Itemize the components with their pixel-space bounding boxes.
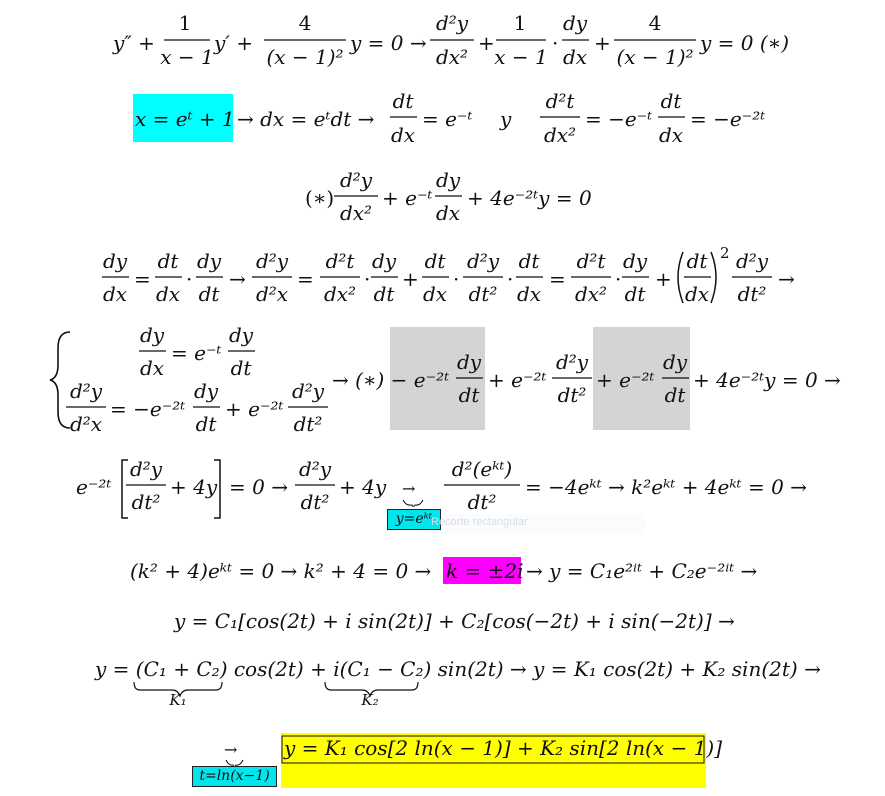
svg-text:= e⁻ᵗ: = e⁻ᵗ <box>422 107 473 131</box>
svg-text:+ e⁻²ᵗ: + e⁻²ᵗ <box>596 368 655 392</box>
label-t-equals-ln-text: t=ln(x−1) <box>199 768 270 784</box>
svg-text:y″ +: y″ + <box>113 31 155 55</box>
svg-text:y = C₁[cos(2t) + i sin(2t)] +: y = C₁[cos(2t) + i sin(2t)] + C₂[cos(−2t) + i sin(−2t)] → <box>174 609 735 633</box>
svg-text:dx: dx <box>139 356 165 380</box>
svg-text:+: + <box>402 267 419 291</box>
svg-text:dt: dt <box>392 89 414 113</box>
equation-8 <box>173 609 735 633</box>
svg-text:d²y: d²y <box>435 11 469 35</box>
svg-text:→ (∗) − e⁻²ᵗ: → (∗) − e⁻²ᵗ <box>332 368 450 392</box>
svg-text:d²t: d²t <box>545 89 575 113</box>
svg-text:(k² + 4)eᵏᵗ = 0 → k² + 4 = 0 →: (k² + 4)eᵏᵗ = 0 → k² + 4 = 0 → <box>130 559 432 583</box>
svg-text:d²y: d²y <box>255 249 289 273</box>
svg-text:dy: dy <box>228 323 254 347</box>
svg-text:d²y: d²y <box>129 457 163 481</box>
equation-6 <box>76 457 807 518</box>
svg-text:dx: dx <box>435 201 461 225</box>
svg-text:d²y: d²y <box>555 350 589 374</box>
svg-text:dy: dy <box>193 379 219 403</box>
svg-text:d²y: d²y <box>69 379 103 403</box>
svg-text:y′ +: y′ + <box>214 31 253 55</box>
faint-caption-text: Recorte rectangular <box>431 516 528 528</box>
svg-text:dt: dt <box>518 249 540 273</box>
svg-text:e⁻²ᵗ: e⁻²ᵗ <box>76 475 112 499</box>
svg-text:y = K₁ cos[2 ln(x − 1)] + K₂ s: y = K₁ cos[2 ln(x − 1)] + K₂ sin[2 ln(x − 1)] <box>284 736 723 760</box>
svg-text:dt: dt <box>157 249 179 273</box>
svg-text:→ y = C₁e²ⁱᵗ + C₂e⁻²ⁱᵗ →: → y = C₁e²ⁱᵗ + C₂e⁻²ⁱᵗ → <box>526 559 758 583</box>
svg-text:→: → <box>778 267 795 291</box>
equation-4 <box>102 244 795 306</box>
svg-text:x − 1: x − 1 <box>494 45 548 69</box>
equation-3 <box>305 168 592 225</box>
svg-text:(x − 1)²: (x − 1)² <box>616 45 694 69</box>
svg-text:dt²: dt² <box>300 490 330 514</box>
svg-text:(∗): (∗) <box>305 186 335 210</box>
svg-text:·: · <box>507 267 514 291</box>
svg-text:= −4eᵏᵗ → k²eᵏᵗ + 4eᵏᵗ = 0 →: = −4eᵏᵗ → k²eᵏᵗ + 4eᵏᵗ = 0 → <box>525 475 807 499</box>
svg-text:d²t: d²t <box>325 249 355 273</box>
svg-text:= −e⁻²ᵗ: = −e⁻²ᵗ <box>690 107 766 131</box>
equation-5 <box>50 323 841 436</box>
svg-text:·: · <box>615 267 622 291</box>
svg-text:dy: dy <box>139 323 165 347</box>
svg-text:d²y: d²y <box>466 249 500 273</box>
equation-9 <box>94 657 821 709</box>
svg-text:=: = <box>297 267 314 291</box>
svg-text:dt: dt <box>686 249 708 273</box>
svg-text:dt: dt <box>424 249 446 273</box>
svg-text:·: · <box>364 267 371 291</box>
equation-10 <box>224 736 722 767</box>
svg-text:dy: dy <box>456 350 482 374</box>
faint-caption <box>431 516 528 528</box>
svg-text:d²y: d²y <box>735 249 769 273</box>
svg-text:=: = <box>134 267 151 291</box>
svg-text:1: 1 <box>178 11 192 35</box>
svg-text:dt²: dt² <box>468 282 498 306</box>
svg-text:·: · <box>186 267 193 291</box>
svg-text:K₁: K₁ <box>169 691 187 709</box>
svg-text:+ e⁻²ᵗ: + e⁻²ᵗ <box>488 368 547 392</box>
svg-text:dx: dx <box>390 123 416 147</box>
svg-text:→ dx = eᵗdt →: → dx = eᵗdt → <box>237 107 375 131</box>
svg-text:dt: dt <box>198 282 220 306</box>
svg-text:dx: dx <box>516 282 542 306</box>
svg-text:2: 2 <box>720 244 730 262</box>
svg-text:y: y <box>500 107 512 131</box>
svg-text:→: → <box>224 740 238 759</box>
svg-text:= −e⁻ᵗ: = −e⁻ᵗ <box>585 107 653 131</box>
svg-text:1: 1 <box>513 11 527 35</box>
svg-text:+ e⁻²ᵗ: + e⁻²ᵗ <box>225 397 284 421</box>
svg-text:y = 0 →: y = 0 → <box>350 31 427 55</box>
svg-text:K₂: K₂ <box>361 691 379 709</box>
svg-text:dy: dy <box>102 249 128 273</box>
svg-text:dy: dy <box>371 249 397 273</box>
svg-text:dx: dx <box>562 45 588 69</box>
svg-text:+: + <box>594 31 611 55</box>
svg-text:= −e⁻²ᵗ: = −e⁻²ᵗ <box>110 397 186 421</box>
svg-text:dx: dx <box>102 282 128 306</box>
svg-text:d²x: d²x <box>255 282 289 306</box>
svg-text:+ 4y: + 4y <box>339 475 387 499</box>
svg-text:4: 4 <box>648 11 662 35</box>
svg-text:d²y: d²y <box>291 379 325 403</box>
svg-text:dx: dx <box>422 282 448 306</box>
svg-text:d²x: d²x <box>69 412 103 436</box>
svg-text:dx: dx <box>658 123 684 147</box>
svg-text:k = ±2i: k = ±2i <box>446 559 524 583</box>
svg-text:d²(eᵏᵗ): d²(eᵏᵗ) <box>451 457 513 481</box>
svg-text:+: + <box>655 267 672 291</box>
svg-text:→: → <box>229 267 246 291</box>
svg-text:dt: dt <box>624 282 646 306</box>
svg-text:dx²: dx² <box>339 201 373 225</box>
svg-text:dy: dy <box>662 350 688 374</box>
svg-text:dx: dx <box>684 282 710 306</box>
svg-text:dx²: dx² <box>574 282 608 306</box>
svg-text:d²y: d²y <box>298 457 332 481</box>
svg-text:dt²: dt² <box>131 490 161 514</box>
svg-text:dt²: dt² <box>293 412 323 436</box>
svg-text:dx²: dx² <box>543 123 577 147</box>
svg-text:+ e⁻ᵗ: + e⁻ᵗ <box>382 186 433 210</box>
svg-text:=: = <box>549 267 566 291</box>
svg-text:dt: dt <box>458 383 480 407</box>
svg-text:dt: dt <box>373 282 395 306</box>
svg-text:dx: dx <box>155 282 181 306</box>
svg-text:dt²: dt² <box>557 383 587 407</box>
svg-text:x − 1: x − 1 <box>160 45 214 69</box>
label-y-equals-ekt-text: y=eᵏᵗ <box>395 511 433 527</box>
svg-text:dx²: dx² <box>323 282 357 306</box>
svg-text:dt: dt <box>195 412 217 436</box>
svg-text:→: → <box>402 479 416 498</box>
svg-text:+ 4e⁻²ᵗy = 0 →: + 4e⁻²ᵗy = 0 → <box>693 368 841 392</box>
svg-text:dy: dy <box>435 168 461 192</box>
svg-text:dy: dy <box>196 249 222 273</box>
label-t-equals-ln <box>192 766 277 787</box>
svg-text:d²t: d²t <box>576 249 606 273</box>
svg-text:dt: dt <box>664 383 686 407</box>
svg-text:dt: dt <box>230 356 252 380</box>
svg-text:dt: dt <box>660 89 682 113</box>
svg-text:+: + <box>478 31 495 55</box>
svg-text:dx²: dx² <box>435 45 469 69</box>
equation-1 <box>112 11 789 69</box>
svg-text:(x − 1)²: (x − 1)² <box>266 45 344 69</box>
svg-text:= e⁻ᵗ: = e⁻ᵗ <box>171 341 222 365</box>
equation-2 <box>135 89 765 147</box>
svg-text:dt²: dt² <box>467 490 497 514</box>
svg-text:= 0 →: = 0 → <box>229 475 288 499</box>
svg-text:+ 4y: + 4y <box>170 475 218 499</box>
svg-text:+ 4e⁻²ᵗy = 0: + 4e⁻²ᵗy = 0 <box>467 186 592 210</box>
svg-text:x = eᵗ + 1: x = eᵗ + 1 <box>135 107 235 131</box>
svg-text:4: 4 <box>298 11 312 35</box>
svg-text:·: · <box>453 267 460 291</box>
svg-text:dy: dy <box>622 249 648 273</box>
equation-7 <box>130 559 758 583</box>
svg-text:y = (C₁ + C₂) cos(2t) + i(C₁ −: y = (C₁ + C₂) cos(2t) + i(C₁ − C₂) sin(2t) → y = K₁ cos(2t) + K₂ sin(2t) → <box>95 657 821 681</box>
svg-text:·: · <box>552 31 559 55</box>
svg-text:y = 0 (∗): y = 0 (∗) <box>700 31 790 55</box>
svg-text:dy: dy <box>562 11 588 35</box>
svg-text:d²y: d²y <box>339 168 373 192</box>
svg-text:dt²: dt² <box>737 282 767 306</box>
